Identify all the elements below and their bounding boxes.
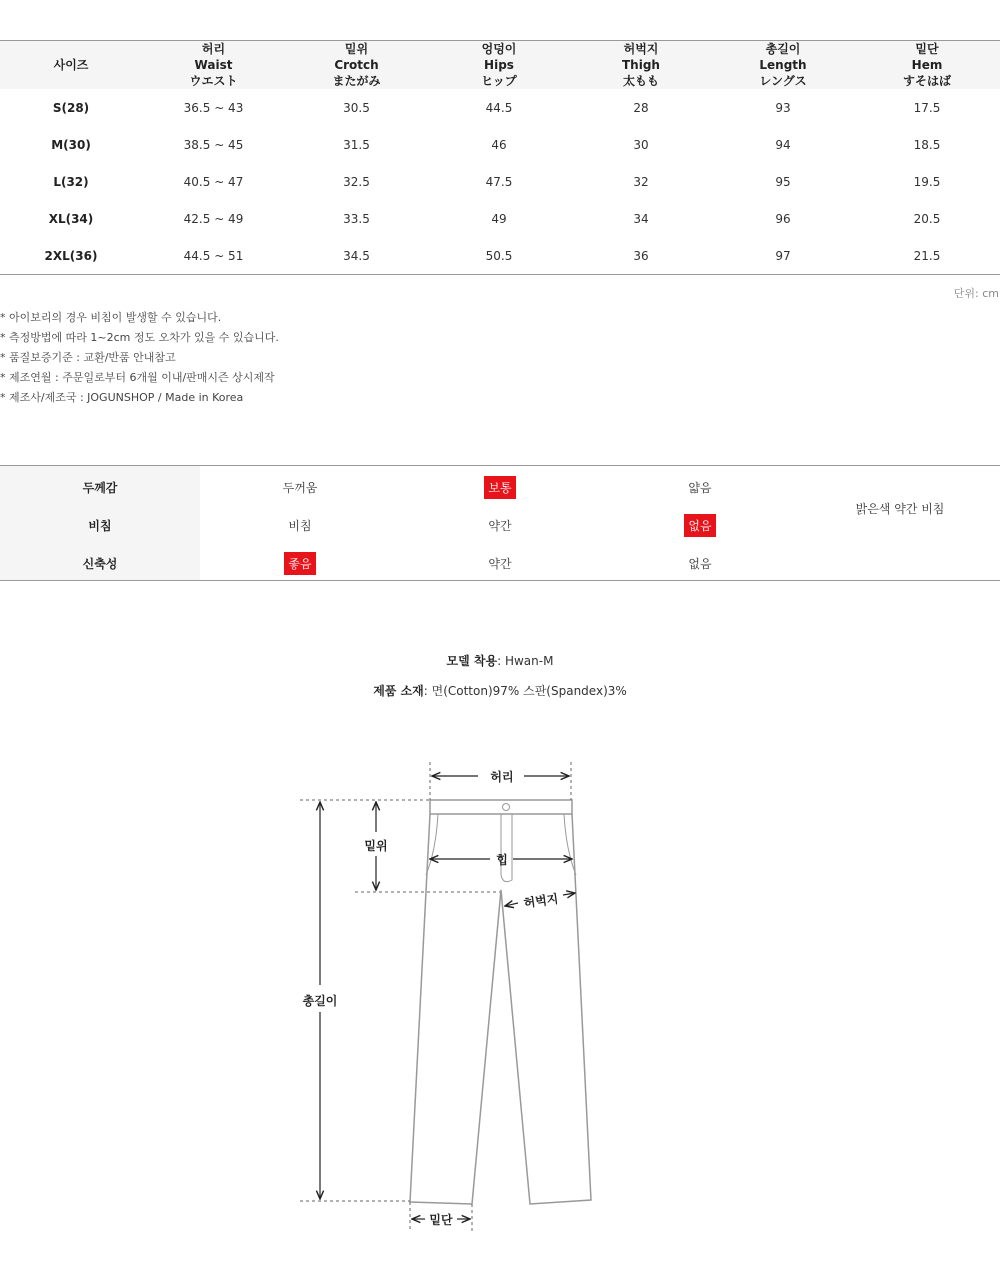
size-header-5-ko: 총길이: [765, 42, 801, 56]
fit-option-cell: [200, 552, 400, 575]
size-value: 34: [633, 211, 649, 226]
note-item: * 제조사/제조국 : JOGUNSHOP / Made in Korea: [0, 391, 244, 404]
fit-option-cell: [400, 514, 600, 537]
fit-option: 두꺼움: [282, 481, 318, 495]
pants-waistband: [430, 800, 572, 814]
size-table-header: [0, 41, 1000, 90]
size-label: M(30): [51, 137, 91, 152]
fit-label: 두께감: [82, 481, 118, 495]
size-value: 36.5 ~ 43: [183, 100, 244, 115]
diagram-label-crotch: 밑위: [364, 839, 388, 853]
table-row: [0, 163, 1000, 200]
fit-label-column: [0, 466, 200, 580]
fit-option-cell: [400, 476, 600, 499]
pants-fly: [501, 814, 512, 882]
size-value: 96: [775, 211, 791, 226]
size-header-5-jp: レングス: [759, 74, 807, 88]
table-row: [0, 89, 1000, 126]
fit-option: 약간: [488, 519, 512, 533]
size-value: 95: [775, 174, 791, 189]
size-header-0: [0, 41, 142, 90]
size-value: 47.5: [485, 174, 513, 189]
fit-option-selected: 없음: [684, 514, 715, 537]
size-value: 36: [633, 248, 649, 263]
size-value: 20.5: [913, 211, 941, 226]
fit-option-selected: 보통: [484, 476, 515, 499]
size-header-1-ko: 허리: [201, 42, 226, 56]
diagram-label-hips: 힙: [496, 853, 508, 867]
model-info: [0, 652, 1000, 669]
size-value: 17.5: [913, 100, 941, 115]
note-item: * 측정방법에 따라 1~2cm 정도 오차가 있을 수 있습니다.: [0, 331, 279, 344]
fit-option: 비침: [288, 519, 312, 533]
diagram-label-hem: 밑단: [429, 1213, 453, 1227]
fit-option-cell: [200, 514, 400, 537]
size-value: 46: [491, 137, 507, 152]
table-row: [0, 126, 1000, 163]
diagram-label-thigh: 허벅지: [522, 891, 560, 911]
size-table: [0, 40, 1000, 275]
size-value: 97: [775, 248, 791, 263]
note-item: * 품질보증기준 : 교환/반품 안내참고: [0, 351, 176, 364]
fit-label: 신축성: [82, 557, 118, 571]
table-row: [0, 237, 1000, 275]
note-item: * 제조연월 : 주문일로부터 6개월 이내/판매시즌 상시제작: [0, 371, 275, 384]
size-value: 32: [633, 174, 649, 189]
size-value: 19.5: [913, 174, 941, 189]
size-value: 32.5: [343, 174, 370, 189]
size-value: 44.5: [485, 100, 513, 115]
size-header-3-ko: 엉덩이: [481, 42, 517, 56]
size-header-2: [285, 41, 428, 90]
notes-list: [0, 310, 279, 410]
size-value: 50.5: [485, 248, 513, 263]
fit-option-cell: [400, 552, 600, 575]
material-value: : 면(Cotton)97% 스판(Spandex)3%: [423, 684, 627, 698]
size-value: 44.5 ~ 51: [183, 248, 244, 263]
size-header-1-jp: ウエスト: [189, 74, 238, 88]
model-label: 모델 착용: [446, 654, 498, 668]
fit-table: [0, 465, 1000, 581]
size-header-2-ko: 밑위: [344, 42, 369, 56]
size-header-6: [854, 41, 1000, 90]
size-header-2-jp: またがみ: [332, 74, 381, 88]
size-table-body: [0, 89, 1000, 275]
fit-option: 없음: [688, 557, 712, 571]
size-value: 49: [491, 211, 507, 226]
size-value: 94: [775, 137, 791, 152]
size-header-5-en: Length: [759, 58, 807, 72]
size-header-4: [570, 41, 712, 90]
pants-button: [503, 804, 510, 811]
size-value: 40.5 ~ 47: [183, 174, 244, 189]
size-header-0-ko: 사이즈: [53, 58, 89, 72]
size-header-4-jp: 太もも: [622, 74, 659, 88]
size-value: 28: [633, 100, 649, 115]
size-value: 42.5 ~ 49: [183, 211, 244, 226]
fit-option-cell: [200, 476, 400, 499]
material-info: [0, 682, 1000, 699]
note-item: * 아이보리의 경우 비침이 발생할 수 있습니다.: [0, 311, 222, 324]
fit-option-selected: 좋음: [284, 552, 315, 575]
fit-option-cell: [600, 514, 800, 537]
size-header-1-en: Waist: [194, 58, 233, 72]
size-value: 33.5: [343, 211, 370, 226]
size-value: 21.5: [913, 248, 941, 263]
size-header-1: [142, 41, 285, 90]
size-label: XL(34): [48, 211, 94, 226]
size-header-4-ko: 허벅지: [623, 42, 659, 56]
size-header-3-en: Hips: [484, 58, 514, 72]
size-header-3: [428, 41, 570, 90]
size-header-4-en: Thigh: [622, 58, 660, 72]
fit-option: 약간: [488, 557, 512, 571]
fit-option: 얇음: [688, 481, 712, 495]
fit-option-cell: [600, 552, 800, 575]
size-header-6-ko: 밑단: [915, 42, 939, 56]
model-value: : Hwan-M: [497, 654, 554, 668]
size-header-5: [712, 41, 854, 90]
material-label: 제품 소재: [373, 684, 424, 698]
size-value: 30.5: [343, 100, 370, 115]
diagram-label-length: 총길이: [302, 994, 338, 1008]
size-label: L(32): [53, 174, 89, 189]
fit-extra-note: 밝은색 약간 비침: [855, 502, 945, 516]
fit-label: 비침: [88, 519, 112, 533]
size-label: S(28): [52, 100, 90, 115]
size-value: 38.5 ~ 45: [183, 137, 244, 152]
size-value: 30: [633, 137, 649, 152]
size-value: 34.5: [343, 248, 370, 263]
fit-option-cell: [600, 476, 800, 499]
pants-measurement-diagram: [0, 740, 1000, 1240]
size-value: 31.5: [343, 137, 370, 152]
table-row: [0, 200, 1000, 237]
unit-label: 단위: cm: [953, 287, 999, 300]
size-label: 2XL(36): [44, 248, 98, 263]
size-header-3-jp: ヒップ: [481, 74, 517, 88]
size-value: 93: [775, 100, 791, 115]
size-header-6-en: Hem: [911, 58, 943, 72]
size-header-6-jp: すそはば: [902, 74, 951, 88]
diagram-label-waist: 허리: [490, 770, 514, 784]
size-value: 18.5: [913, 137, 941, 152]
size-header-2-en: Crotch: [334, 58, 379, 72]
